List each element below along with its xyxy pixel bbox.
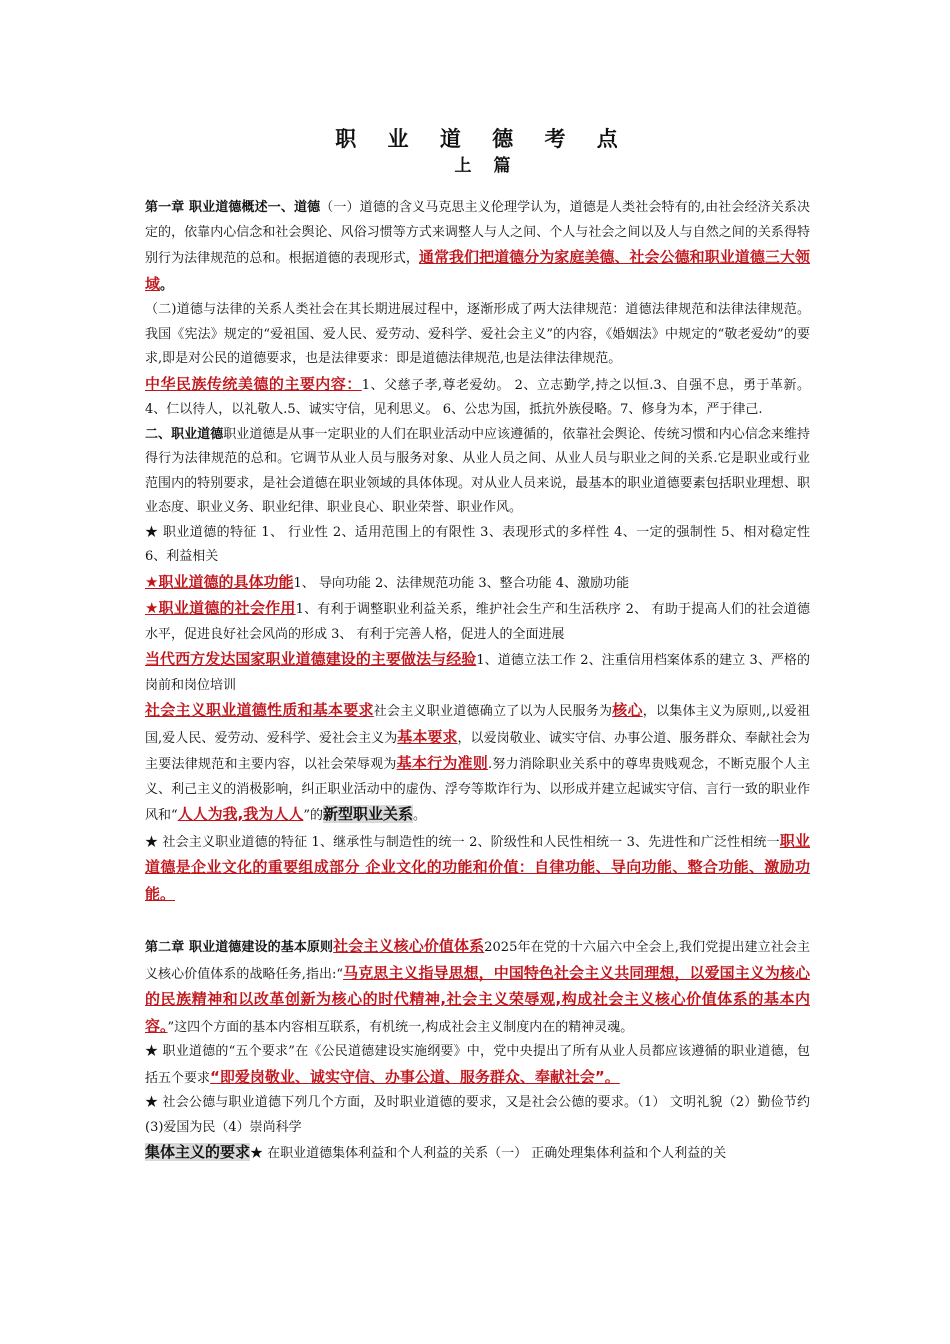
heading-core-values: 社会主义核心价值体系	[333, 937, 485, 955]
paragraph-collectivism: 集体主义的要求★ 在职业道德集体利益和个人利益的关系（一） 正确处理集体利益和个人利益的关	[145, 1143, 727, 1161]
paragraph-western-experience: 当代西方发达国家职业道德建设的主要做法与经验1、道德立法工作 2、注重信用档案体系的建立 3、严格的岗前和岗位培训	[145, 650, 810, 693]
paragraph-unity: ★ 社会主义职业道德的特征 1、继承性与制造性的统一 2、阶级性和人民性相统一 3、先进性和广泛性相统一职业道德是企业文化的重要组成部分 企业文化的功能和价值：自律功能、导向功能、整合功能、激励功能。	[145, 831, 810, 903]
heading-traditional-virtues: 中华民族传统美德的主要内容：	[145, 374, 362, 393]
page-title: 职 业 道 德 考 点	[335, 126, 630, 151]
paragraph-professional-ethics: 二、职业道德职业道德是从事一定职业的人们在职业活动中应该遵循的，依靠社会舆论、传统习惯和内心信念来维持得行为法律规范的总和。它调节从业人员与服务对象、从业人员之间、从业人员与职业之间的关系.它是职业或行业范围内的特别要求，是社会道德在职业领域的具体体现。对从业人员来说，最基本的职业道德要素包括职业理想、职业态度、职业义务、职业纪律、职业良心、职业荣誉、职业作风。	[145, 426, 810, 515]
paragraph-moral-law: （二)道德与法律的关系人类社会在其长期进展过程中，逐渐形成了两大法律规范：道德法律规范和法律法律规范。我国《宪法》规定的“爱祖国、爱人民、爱劳动、爱科学、爱社会主义”的内容，《婚姻法》中规定的“敬老爱幼”的要求,即是对公民的道德要求，也是法律要求：即是道德法律规范,也是法律法律规范。	[145, 302, 810, 366]
page-subtitle: 上 篇	[454, 156, 519, 176]
highlight-three-domains: 通常我们把道德分为家庭美德、社会公德和职业道德三大领域	[145, 248, 810, 293]
paragraph-social-role: ★职业道德的社会作用1、有利于调整职业利益关系，维护社会生产和生活秩序 2、 有助于提高人们的社会道德水平，促进良好社会风尚的形成 3、 有利于完善人格，促进人的全面进展	[145, 599, 811, 642]
highlight-core-values-quote: 马克思主义指导思想，中国特色社会主义共同理想，以爱国主义为核心的民族精神和以改革创新为核心的时代精神,社会主义荣辱观,构成社会主义核心价值体系的基本内容。	[145, 963, 810, 1035]
chapter2-intro: 第二章 职业道德建设的基本原则社会主义核心价值体系2025年在党的十六届六中全会上,我们党提出建立社会主义核心价值体系的战略任务,指出:“马克思主义指导思想，中国特色社会主义共同理想，以爱国主义为核心的民族精神和以改革创新为核心的时代精神,社会主义荣辱观,构成社会主义核心价值体系的基本内容。”这四个方面的基本内容相互联系，有机统一,构成社会主义制度内在的精神灵魂。	[145, 937, 810, 1035]
spacer	[145, 908, 810, 934]
paragraph-functions: ★职业道德的具体功能1、 导向功能 2、法律规范功能 3、整合功能 4、激励功能	[145, 572, 630, 591]
highlight-collectivism: 集体主义的要求	[145, 1143, 251, 1161]
highlight-corporate-culture: 职业道德是企业文化的重要组成部分 企业文化的功能和价值：自律功能、导向功能、整合功能、激励功能。	[145, 831, 810, 903]
paragraph-features: ★ 职业道德的特征 1、 行业性 2、适用范围上的有限性 3、表现形式的多样性 4、一定的强制性 5、相对稳定性 6、利益相关	[145, 524, 810, 564]
paragraph-public-ethics: ★ 社会公德与职业道德下列几个方面，及时职业道德的要求，又是社会公德的要求。（1） 文明礼貌（2）勤俭节约(3)爱国为民（4）崇尚科学	[145, 1095, 810, 1135]
heading-socialist-ethics: 社会主义职业道德性质和基本要求	[145, 701, 374, 719]
paragraph-traditional-virtues: 中华民族传统美德的主要内容：1、父慈子孝,尊老爱幼。 2、立志勤学,持之以恒.3、自强不息，勇于革新。 4、仁以待人，以礼敬人.5、诚实守信，见利思义。 6、公忠为国，抵抗外族侵略。7、修身为本，严于律己.	[145, 374, 810, 417]
document-body	[145, 112, 810, 1167]
chapter2-heading: 第二章 职业道德建设的基本原则	[145, 940, 334, 955]
heading-social-role: ★职业道德的社会作用	[145, 599, 296, 617]
highlight-five-requirements: “即爱岗敬业、诚实守信、办事公道、服务群众、奉献社会”。	[210, 1067, 620, 1086]
highlight-new-relation: 新型职业关系	[323, 805, 414, 823]
paragraph-five-requirements: ★ 职业道德的“五个要求”在《公民道德建设实施纲要》中，党中央提出了所有从业人员都应该遵循的职业道德，包括五个要求“即爱岗敬业、诚实守信、办事公道、服务群众、奉献社会”。	[145, 1044, 810, 1086]
heading-western-experience: 当代西方发达国家职业道德建设的主要做法与经验	[145, 650, 477, 668]
chapter1-heading: 第一章 职业道德概述一、道德	[145, 200, 321, 215]
chapter1-intro: 第一章 职业道德概述一、道德（一）道德的含义马克思主义伦理学认为，道德是人类社会特有的,由社会经济关系决定的，依靠内心信念和社会舆论、风俗习惯等方式来调整人与人之间、个人与社会之间以及人与自然之间的关系得特别行为法律规范的总和。根据道德的表现形式，通常我们把道德分为家庭美德、社会公德和职业道德三大领域。	[145, 200, 810, 293]
heading-functions: ★职业道德的具体功能	[145, 572, 294, 591]
section2-heading: 二、职业道德	[145, 426, 224, 442]
paragraph-socialist-ethics: 社会主义职业道德性质和基本要求社会主义职业道德确立了以为人民服务为核心，以集体主义为原则,,以爱祖国,爱人民、爱劳动、爱科学、爱社会主义为基本要求，以爱岗敬业、诚实守信、办事公道、服务群众、奉献社会为主要法律规范和主要内容，以社会荣辱观为基本行为准则.努力消除职业关系中的尊卑贵贱观念，不断克服个人主义、利己主义的消极影响，纠正职业活动中的虚伪、浮夸等欺诈行为、以形成并建立起诚实守信、言行一致的职业作风和“人人为我,我为人人”的新型职业关系。	[145, 701, 810, 823]
